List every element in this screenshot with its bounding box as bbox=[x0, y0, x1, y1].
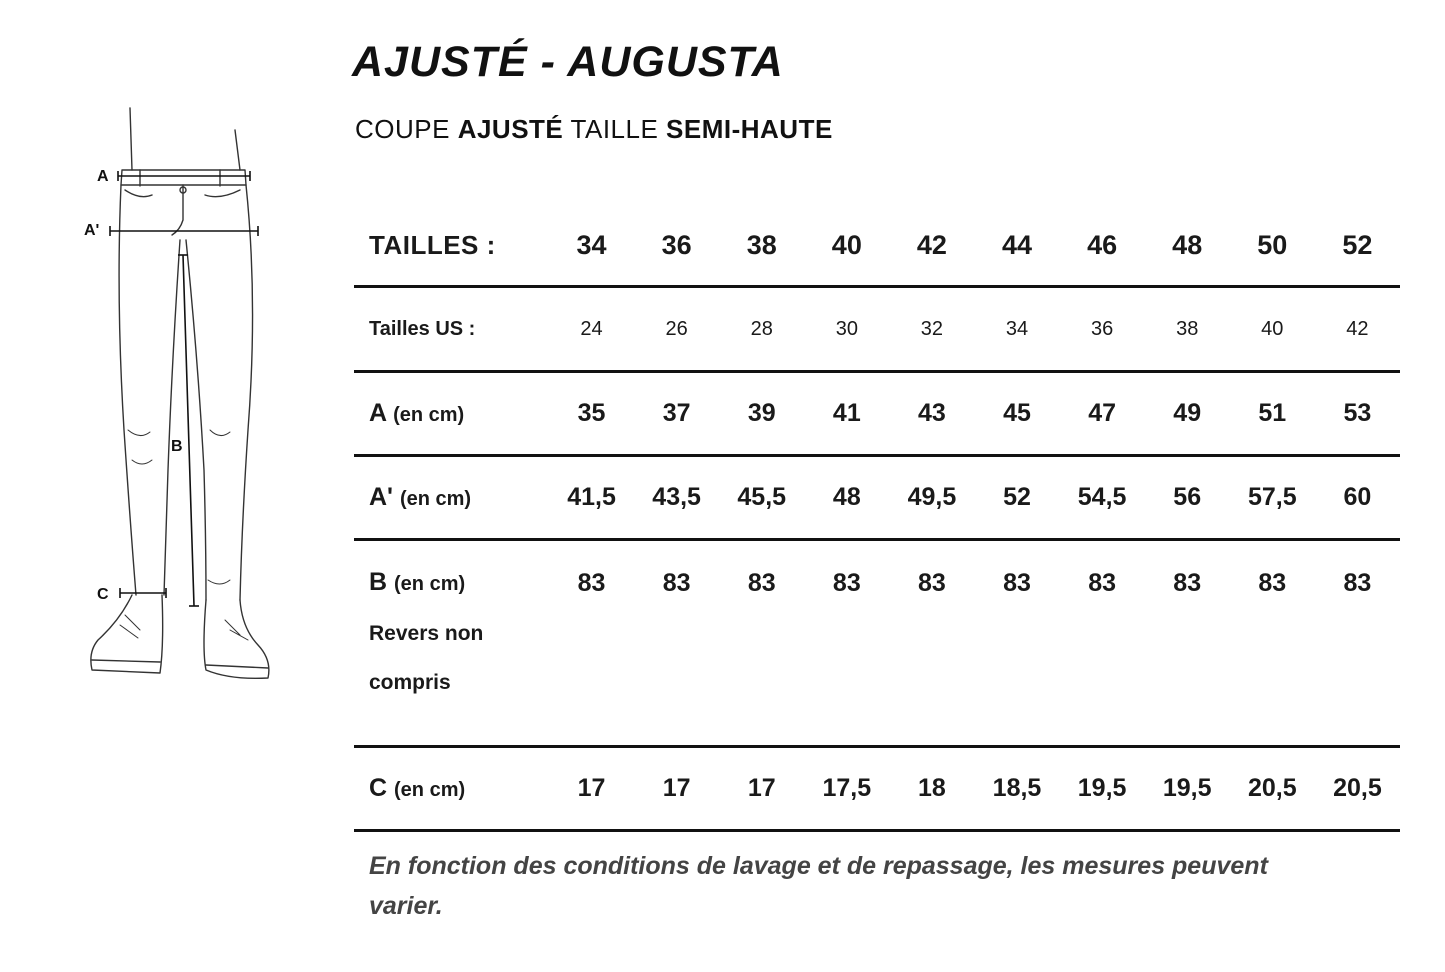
value-cell: 18,5 bbox=[992, 774, 1042, 802]
row-c-key: C bbox=[369, 774, 388, 802]
sizes-label: TAILLES : bbox=[369, 229, 496, 260]
us-size-cell: 26 bbox=[665, 317, 688, 340]
value-cell: 83 bbox=[1258, 569, 1287, 597]
table-row-a bbox=[354, 372, 1400, 456]
us-sizes-label: Tailles US : bbox=[369, 317, 476, 340]
size-cell: 36 bbox=[661, 229, 692, 260]
value-cell: 83 bbox=[832, 569, 861, 597]
value-cell: 83 bbox=[1088, 569, 1117, 597]
figure-label-c: C bbox=[97, 586, 109, 603]
care-disclaimer: En fonction des conditions de lavage et de repassage, les mesures peuvent varier. bbox=[369, 852, 1268, 920]
value-cell: 43 bbox=[918, 399, 946, 427]
size-cell: 46 bbox=[1087, 229, 1118, 260]
left-laces bbox=[120, 615, 140, 638]
value-cell: 56 bbox=[1173, 483, 1202, 511]
value-cell: 52 bbox=[1003, 483, 1031, 511]
right-leg-outer bbox=[240, 185, 253, 600]
figure-label-b: B bbox=[171, 438, 183, 455]
value-cell: 17 bbox=[577, 774, 606, 802]
row-a-key: A bbox=[369, 399, 387, 427]
value-cell: 48 bbox=[832, 483, 861, 511]
figure-label-a: A bbox=[97, 168, 109, 185]
value-cell: 20,5 bbox=[1333, 774, 1382, 802]
us-size-cell: 36 bbox=[1090, 317, 1114, 340]
value-cell: 41 bbox=[832, 399, 861, 427]
value-cell: 43,5 bbox=[652, 483, 701, 511]
table-row-b bbox=[354, 540, 1400, 747]
shirt-right-edge bbox=[235, 130, 240, 170]
right-leg-inner bbox=[186, 240, 206, 600]
value-cell: 60 bbox=[1343, 483, 1372, 511]
us-size-cell: 32 bbox=[920, 317, 944, 340]
value-cell: 49,5 bbox=[907, 483, 957, 511]
value-cell: 45 bbox=[1003, 399, 1031, 427]
right-pocket bbox=[205, 190, 240, 197]
row-b-key: B bbox=[369, 568, 388, 596]
value-cell: 37 bbox=[662, 399, 691, 427]
value-cell: 19,5 bbox=[1162, 774, 1212, 802]
row-b-note-line2: compris bbox=[369, 671, 451, 694]
table-row-sizes bbox=[354, 205, 1400, 287]
value-cell: 49 bbox=[1173, 399, 1202, 427]
value-cell: 83 bbox=[1343, 569, 1372, 597]
row-a-unit: (en cm) bbox=[393, 404, 465, 426]
subtitle-fit: AJUSTÉ bbox=[457, 114, 564, 144]
size-cell: 38 bbox=[746, 229, 777, 260]
row-a-label bbox=[354, 372, 549, 456]
value-cell: 41,5 bbox=[567, 483, 616, 511]
size-cell: 50 bbox=[1257, 229, 1288, 260]
value-cell: 83 bbox=[918, 569, 946, 597]
value-cell: 51 bbox=[1258, 399, 1287, 427]
value-cell: 57,5 bbox=[1247, 483, 1297, 511]
jeans-measurement-illustration bbox=[80, 100, 280, 690]
size-cell: 42 bbox=[916, 229, 947, 260]
us-size-cell: 42 bbox=[1346, 317, 1369, 340]
size-cell: 52 bbox=[1342, 229, 1373, 260]
row-a-prime-label bbox=[354, 456, 549, 540]
us-size-cell: 40 bbox=[1261, 317, 1284, 340]
belt-loops bbox=[140, 170, 220, 186]
value-cell: 83 bbox=[662, 569, 691, 597]
value-cell: 17 bbox=[747, 774, 776, 802]
left-sole bbox=[92, 660, 160, 662]
row-c-unit: (en cm) bbox=[394, 779, 466, 801]
size-cell: 44 bbox=[1001, 229, 1033, 260]
row-b-unit: (en cm) bbox=[394, 573, 466, 595]
row-b-label bbox=[354, 540, 549, 747]
us-size-cell: 28 bbox=[750, 317, 773, 340]
value-cell: 83 bbox=[1173, 569, 1202, 597]
table-row-a-prime bbox=[354, 456, 1400, 540]
row-a-prime-key: A' bbox=[369, 483, 393, 511]
size-cell: 40 bbox=[831, 229, 862, 260]
value-cell: 83 bbox=[747, 569, 776, 597]
value-cell: 83 bbox=[577, 569, 606, 597]
value-cell: 17,5 bbox=[822, 774, 872, 802]
left-pocket bbox=[125, 190, 152, 197]
table-row-us-sizes bbox=[354, 287, 1400, 372]
left-leg-outer bbox=[119, 185, 136, 595]
value-cell: 18 bbox=[918, 774, 946, 802]
shirt-left-edge bbox=[130, 108, 132, 170]
value-cell: 47 bbox=[1088, 399, 1117, 427]
value-cell: 53 bbox=[1343, 399, 1372, 427]
us-size-cell: 24 bbox=[580, 317, 603, 340]
size-chart-table bbox=[354, 205, 1400, 832]
value-cell: 54,5 bbox=[1077, 483, 1127, 511]
us-size-cell: 30 bbox=[835, 317, 858, 340]
size-cell: 48 bbox=[1172, 229, 1203, 260]
table-row-c bbox=[354, 747, 1400, 831]
row-c-label bbox=[354, 747, 549, 831]
left-leg-inner bbox=[164, 240, 180, 595]
page-subtitle bbox=[355, 114, 833, 145]
right-sole bbox=[206, 665, 268, 668]
value-cell: 83 bbox=[1003, 569, 1031, 597]
subtitle-rise: SEMI-HAUTE bbox=[666, 114, 833, 144]
value-cell: 19,5 bbox=[1077, 774, 1127, 802]
value-cell: 39 bbox=[747, 399, 776, 427]
us-size-cell: 34 bbox=[1005, 317, 1029, 340]
figure-label-a-prime: A' bbox=[84, 222, 100, 239]
value-cell: 20,5 bbox=[1247, 774, 1297, 802]
row-b-note-line1: Revers non bbox=[369, 622, 484, 645]
page-title: AJUSTÉ - AUGUSTA bbox=[352, 38, 784, 86]
value-cell: 17 bbox=[662, 774, 691, 802]
us-size-cell: 38 bbox=[1176, 317, 1199, 340]
subtitle-taille: TAILLE bbox=[563, 114, 667, 144]
value-cell: 45,5 bbox=[737, 483, 787, 511]
value-cell: 35 bbox=[577, 399, 606, 427]
size-cell: 34 bbox=[576, 229, 607, 260]
row-a-prime-unit: (en cm) bbox=[399, 488, 472, 510]
subtitle-coupe: COUPE bbox=[355, 114, 458, 144]
